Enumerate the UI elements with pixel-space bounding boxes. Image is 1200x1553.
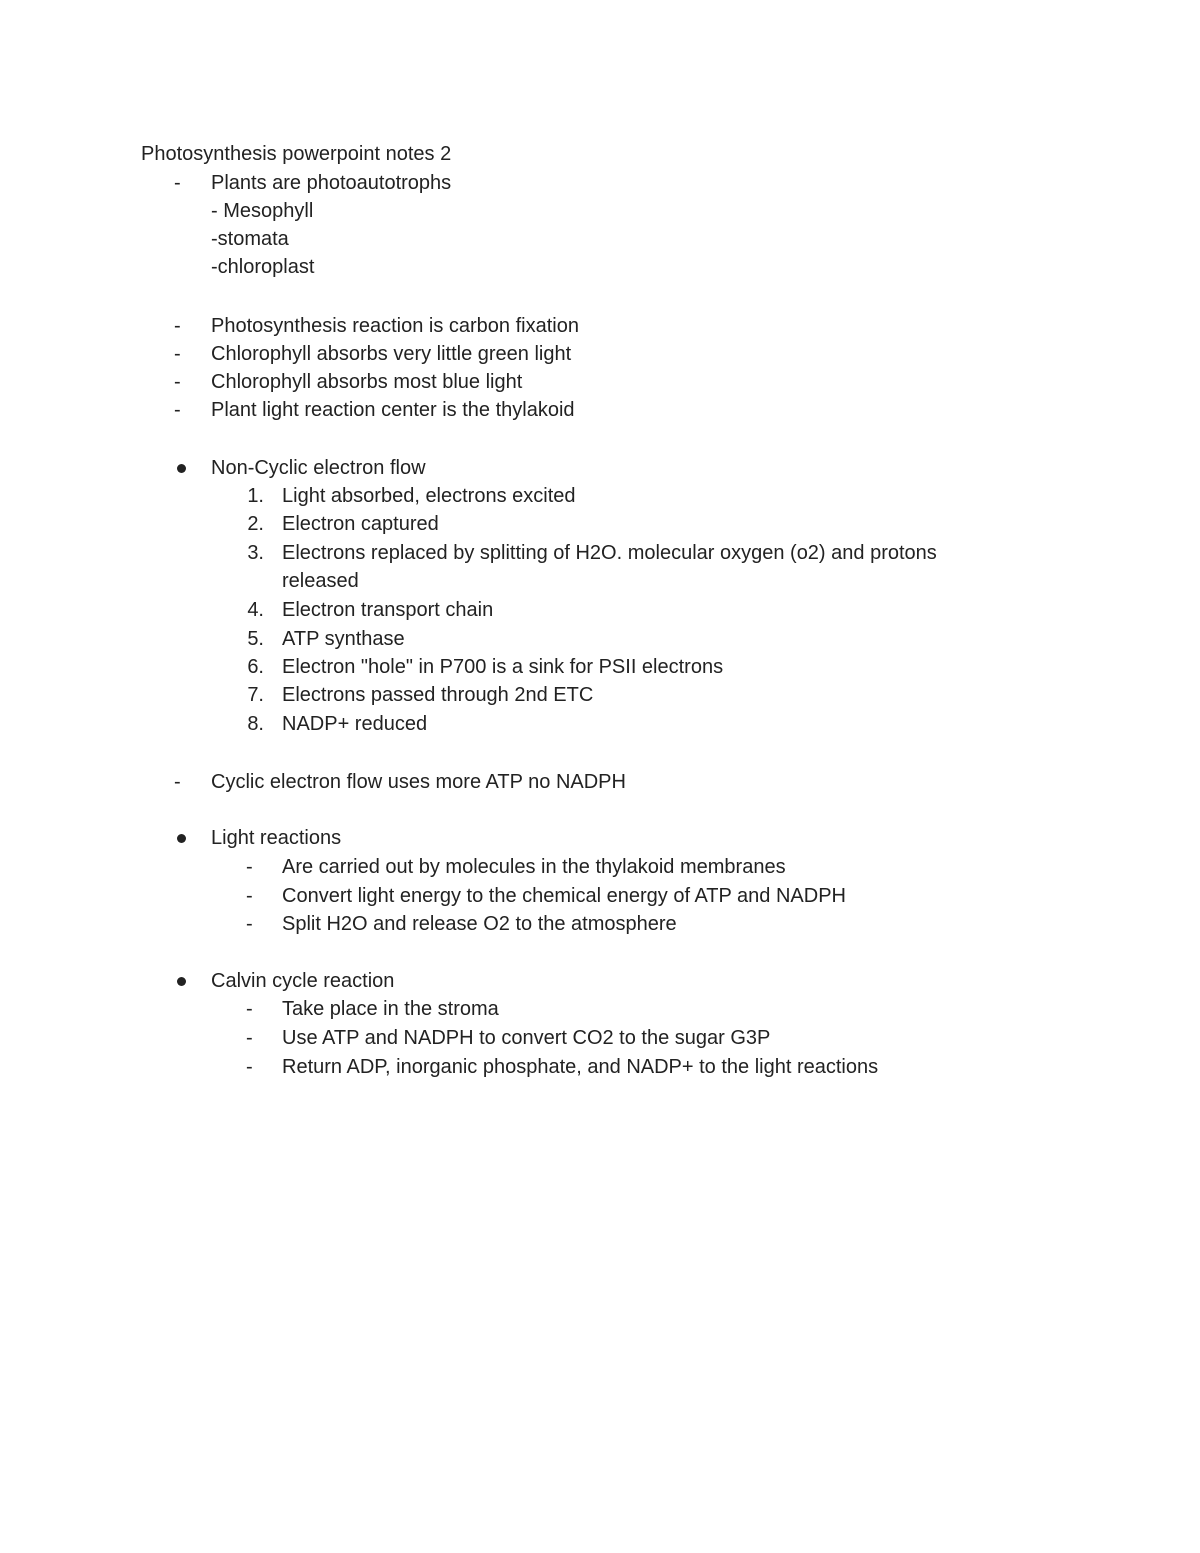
list-item: Photosynthesis reaction is carbon fixation [211,315,579,337]
list-dash-marker: - [174,343,181,365]
section-heading: Non-Cyclic electron flow [211,457,426,479]
section-heading: Light reactions [211,827,342,849]
list-subitem: Take place in the stroma [282,998,499,1020]
list-number: 2. [247,513,264,535]
page-title: Photosynthesis powerpoint notes 2 [141,143,452,165]
list-dash-marker: - [174,172,181,194]
list-dash-marker: - [246,856,253,878]
list-subitem: Convert light energy to the chemical energy of ATP and NADPH [282,885,846,907]
list-number: 1. [247,485,264,507]
list-subitem: Are carried out by molecules in the thylakoid membranes [282,856,786,878]
numbered-item: ATP synthase [282,628,405,650]
bullet-icon [176,464,186,474]
list-item: Plant light reaction center is the thylakoid [211,399,575,421]
list-subitem: -chloroplast [211,256,315,278]
list-number: 7. [247,684,264,706]
numbered-item: Electrons passed through 2nd ETC [282,684,594,706]
list-subitem: -stomata [211,228,289,250]
numbered-item: Electron "hole" in P700 is a sink for PSII electrons [282,656,724,678]
list-dash-marker: - [246,1027,253,1049]
list-item: Chlorophyll absorbs most blue light [211,371,523,393]
list-item: Plants are photoautotrophs [211,172,452,194]
list-dash-marker: - [174,315,181,337]
list-subitem: Split H2O and release O2 to the atmosphere [282,913,677,935]
list-subitem: Return ADP, inorganic phosphate, and NADP+ to the light reactions [282,1056,879,1078]
list-number: 4. [247,599,264,621]
list-dash-marker: - [246,1056,253,1078]
list-item: Chlorophyll absorbs very little green light [211,343,572,365]
list-number: 6. [247,656,264,678]
list-subitem: Use ATP and NADPH to convert CO2 to the sugar G3P [282,1027,771,1049]
list-number: 3. [247,542,264,564]
numbered-item: Electrons replaced by splitting of H2O. molecular oxygen (o2) and protons [282,542,937,564]
numbered-item: NADP+ reduced [282,713,428,735]
list-number: 8. [247,713,264,735]
list-number: 5. [247,628,264,650]
list-dash-marker: - [246,913,253,935]
numbered-item-continuation: released [282,570,359,592]
list-item: Cyclic electron flow uses more ATP no NADPH [211,771,626,793]
bullet-icon [176,834,186,844]
bullet-icon [176,977,186,987]
list-dash-marker: - [174,371,181,393]
section-heading: Calvin cycle reaction [211,970,395,992]
numbered-item: Electron captured [282,513,439,535]
numbered-item: Electron transport chain [282,599,494,621]
list-dash-marker: - [174,399,181,421]
list-subitem: - Mesophyll [211,200,314,222]
list-dash-marker: - [246,998,253,1020]
list-dash-marker: - [174,771,181,793]
list-dash-marker: - [246,885,253,907]
numbered-item: Light absorbed, electrons excited [282,485,576,507]
